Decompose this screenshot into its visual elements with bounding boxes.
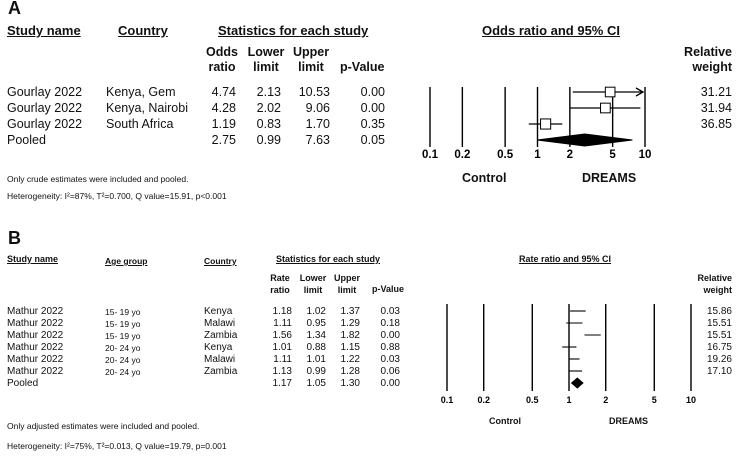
b-header-country: Country — [204, 256, 237, 266]
b-weight: 19.26 — [706, 354, 732, 365]
a-study-name: Gourlay 2022 — [7, 85, 83, 99]
b-header-ci-title: Rate ratio and 95% CI — [519, 254, 612, 264]
a-header-lower-limit: Lower limit — [247, 45, 285, 74]
a-point-box — [541, 119, 551, 129]
a-pooled-upper: 7.63 — [305, 133, 330, 147]
a-pvalue: 0.35 — [360, 117, 385, 131]
b-age-group: 15- 19 yo — [105, 331, 141, 341]
a-pvalue: 0.00 — [360, 85, 385, 99]
b-rate-ratio: 1.01 — [272, 342, 292, 353]
a-country: Kenya, Nairobi — [106, 101, 188, 115]
b-country: Zambia — [204, 366, 238, 377]
b-weight: 15.51 — [706, 318, 732, 329]
b-country: Zambia — [204, 330, 238, 341]
b-study-name: Mathur 2022 — [7, 306, 64, 317]
a-pooled-name: Pooled — [7, 133, 46, 147]
a-pooled-ratio: 2.75 — [211, 133, 236, 147]
a-favours-dreams: DREAMS — [582, 171, 637, 185]
a-axis-tick-label: 0.2 — [454, 149, 471, 161]
a-point-box — [605, 87, 615, 97]
b-pvalue: 0.03 — [380, 354, 400, 365]
b-upper: 1.82 — [340, 330, 360, 341]
b-rate-ratio: 1.11 — [273, 318, 292, 329]
b-pvalue: 0.03 — [380, 306, 400, 317]
b-axis-tick-label: 0.5 — [526, 395, 539, 405]
b-pooled-upper: 1.30 — [340, 378, 360, 389]
b-weight: 15.86 — [706, 306, 732, 317]
a-odds-ratio: 4.28 — [211, 101, 236, 115]
b-axis-tick-label: 0.1 — [440, 395, 454, 405]
b-pooled-name: Pooled — [7, 378, 39, 389]
b-favours-control: Control — [489, 416, 521, 426]
b-note-heterogeneity: Heterogeneity: I²=75%, T²=0.013, Q value=19.79, p=0.001 — [7, 441, 227, 451]
b-study-name: Mathur 2022 — [7, 342, 64, 353]
a-axis-tick-label: 5 — [609, 149, 616, 161]
b-lower: 1.34 — [306, 330, 326, 341]
a-axis-tick-label: 10 — [638, 149, 652, 161]
a-weight: 31.94 — [700, 101, 732, 115]
b-study-name: Mathur 2022 — [7, 354, 64, 365]
b-lower: 1.02 — [306, 306, 326, 317]
b-weight: 16.75 — [706, 342, 732, 353]
b-pooled-diamond — [572, 378, 583, 388]
b-header-age-group: Age group — [105, 256, 148, 266]
a-odds-ratio: 4.74 — [211, 85, 236, 99]
a-pooled-diamond — [537, 134, 632, 146]
b-pooled-ratio: 1.17 — [272, 378, 292, 389]
b-lower: 0.95 — [306, 318, 326, 329]
a-country: South Africa — [106, 117, 174, 131]
a-header-pvalue: p-Value — [340, 60, 385, 74]
a-study-name: Gourlay 2022 — [7, 101, 83, 115]
b-axis-tick-label: 10 — [685, 395, 697, 405]
panel-a-label: A — [8, 0, 21, 18]
a-pvalue: 0.00 — [360, 101, 385, 115]
a-pooled-lower: 0.99 — [256, 133, 281, 147]
b-pooled-lower: 1.05 — [306, 378, 326, 389]
b-pvalue: 0.06 — [380, 366, 400, 377]
a-pooled-pvalue: 0.05 — [360, 133, 385, 147]
a-axis-tick-label: 1 — [534, 149, 541, 161]
b-header-stats-group: Statistics for each study — [276, 254, 381, 264]
b-rate-ratio: 1.13 — [272, 366, 292, 377]
a-weight: 31.21 — [700, 85, 732, 99]
b-study-name: Mathur 2022 — [7, 330, 64, 341]
b-pooled-pvalue: 0.00 — [380, 378, 400, 389]
a-country: Kenya, Gem — [106, 85, 176, 99]
a-header-relative-weight: Relative weight — [684, 45, 732, 74]
a-header-upper-limit: Upper limit — [292, 45, 330, 74]
b-pvalue: 0.18 — [380, 318, 400, 329]
b-header-relative-weight: Relative weight — [697, 273, 732, 295]
a-lower: 0.83 — [256, 117, 281, 131]
b-country: Kenya — [204, 342, 233, 353]
b-country: Malawi — [204, 354, 236, 365]
a-upper: 1.70 — [305, 117, 330, 131]
panel-b-label: B — [8, 228, 21, 248]
a-study-name: Gourlay 2022 — [7, 117, 83, 131]
b-axis-tick-label: 2 — [603, 395, 609, 405]
b-weight: 15.51 — [706, 330, 732, 341]
b-pvalue: 0.00 — [380, 330, 400, 341]
b-rate-ratio: 1.56 — [272, 330, 292, 341]
b-country: Kenya — [204, 306, 233, 317]
b-age-group: 20- 24 yo — [105, 367, 141, 377]
b-header-lower-limit: Lower limit — [299, 273, 327, 295]
b-pvalue: 0.88 — [380, 342, 400, 353]
b-header-upper-limit: Upper limit — [333, 273, 360, 295]
a-weight: 36.85 — [700, 117, 732, 131]
b-axis-tick-label: 0.2 — [477, 395, 490, 405]
a-point-box — [601, 103, 611, 113]
b-header-rate-ratio: Rate ratio — [270, 273, 290, 295]
a-header-study-name: Study name — [7, 23, 81, 38]
b-upper: 1.28 — [340, 366, 360, 377]
b-upper: 1.37 — [340, 306, 360, 317]
b-axis-tick-label: 5 — [651, 395, 657, 405]
b-axis-tick-label: 1 — [566, 395, 572, 405]
a-axis-tick-label: 0.5 — [497, 149, 514, 161]
b-favours-dreams: DREAMS — [609, 416, 649, 426]
b-rate-ratio: 1.18 — [272, 306, 292, 317]
b-lower: 0.88 — [306, 342, 326, 353]
a-axis-tick-label: 2 — [566, 149, 574, 161]
b-age-group: 20- 24 yo — [105, 343, 141, 353]
a-header-ci-title: Odds ratio and 95% CI — [482, 23, 620, 38]
b-age-group: 20- 24 yo — [105, 355, 141, 365]
b-lower: 0.99 — [306, 366, 326, 377]
a-upper: 9.06 — [305, 101, 330, 115]
a-lower: 2.13 — [256, 85, 281, 99]
b-upper: 1.22 — [340, 354, 360, 365]
a-odds-ratio: 1.19 — [211, 117, 236, 131]
b-header-study-name: Study name — [7, 254, 59, 264]
a-note-heterogeneity: Heterogeneity: I²=87%, T²=0.700, Q value=15.91, p<0.001 — [7, 191, 227, 201]
a-header-stats-group: Statistics for each study — [218, 23, 369, 38]
b-rate-ratio: 1.11 — [273, 354, 292, 365]
a-header-odds-ratio: Odds ratio — [206, 45, 238, 74]
b-weight: 17.10 — [706, 366, 732, 377]
b-study-name: Mathur 2022 — [7, 366, 64, 377]
b-header-pvalue: p-Value — [372, 284, 405, 294]
b-upper: 1.15 — [340, 342, 360, 353]
b-lower: 1.01 — [306, 354, 326, 365]
b-study-name: Mathur 2022 — [7, 318, 64, 329]
b-age-group: 15- 19 yo — [105, 307, 141, 317]
a-header-country: Country — [118, 23, 168, 38]
b-note-estimates: Only adjusted estimates were included and pooled. — [7, 421, 200, 431]
b-age-group: 15- 19 yo — [105, 319, 141, 329]
a-axis-tick-label: 0.1 — [422, 149, 438, 161]
a-favours-control: Control — [462, 171, 507, 185]
a-lower: 2.02 — [256, 101, 281, 115]
a-upper: 10.53 — [298, 85, 330, 99]
b-upper: 1.29 — [340, 318, 360, 329]
b-country: Malawi — [204, 318, 236, 329]
a-note-estimates: Only crude estimates were included and pooled. — [7, 174, 189, 184]
